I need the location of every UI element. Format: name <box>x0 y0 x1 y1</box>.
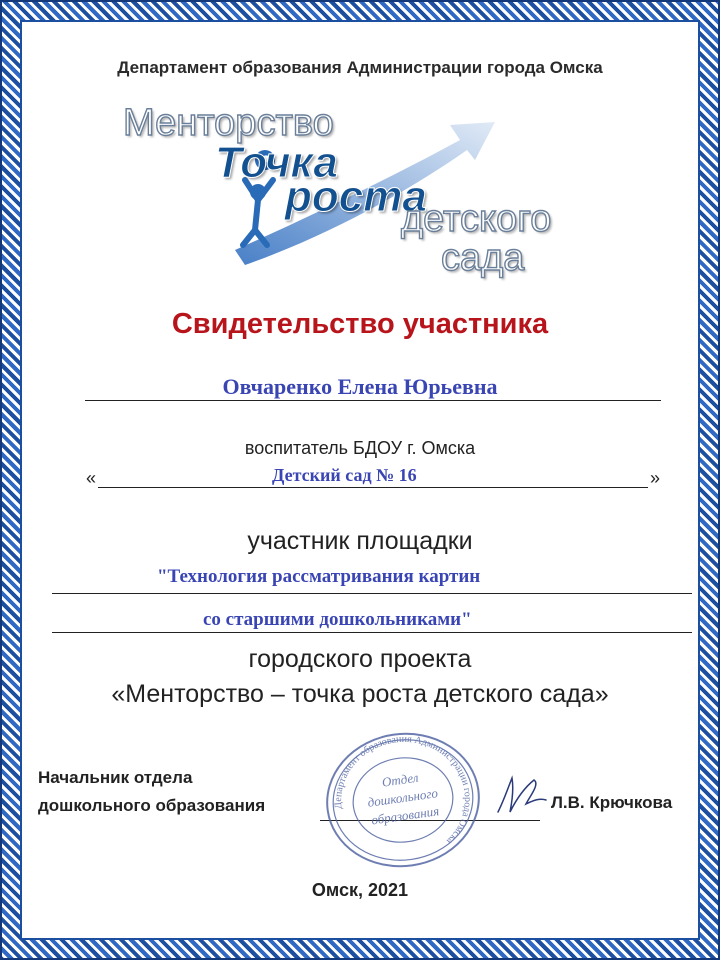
logo-text-mentorship: Менторство <box>123 102 334 144</box>
platform-line2: со старшими дошкольниками" <box>203 609 472 630</box>
signer-title-line2: дошкольного образования <box>38 796 266 815</box>
platform-underline-2 <box>52 632 692 633</box>
stamp-center-line2: дошкольного <box>366 785 439 810</box>
project-name: «Менторство – точка роста детского сада» <box>111 680 609 708</box>
logo-text-kindergarten: сада <box>441 237 525 279</box>
logo-text-point: Точка <box>215 138 338 187</box>
signer-title <box>38 764 265 820</box>
project-logo <box>115 100 585 280</box>
logo-text-growth: роста <box>285 172 427 221</box>
stamp-center-line1: Отдел <box>380 769 420 790</box>
logo-text-childrens: детского <box>401 198 552 240</box>
department-heading: Департамент образования Администрации города Омска <box>117 58 603 77</box>
platform-line1: "Технология рассматривания картин <box>157 566 481 587</box>
signer-title-line1: Начальник отдела <box>38 768 193 787</box>
city-project-label: городского проекта <box>248 645 472 673</box>
stamp-center-line3: образования <box>370 803 441 828</box>
kindergarten-name: Детский сад № 16 <box>272 465 417 485</box>
stamp-ring-text: Департамент образования Администрации города Омска <box>332 733 473 847</box>
participant-label: участник площадки <box>247 527 473 555</box>
kindergarten-close-quote: » <box>650 468 661 488</box>
kindergarten-underline <box>98 487 648 488</box>
participant-name: Овчаренко Елена Юрьевна <box>222 374 498 399</box>
platform-underline-1 <box>52 593 692 594</box>
official-stamp <box>318 730 488 870</box>
place-and-year: Омск, 2021 <box>311 880 409 900</box>
participant-position: воспитатель БДОУ г. Омска <box>244 438 476 458</box>
kindergarten-open-quote: « <box>86 468 97 488</box>
handwritten-signature <box>490 770 550 820</box>
signer-name: Л.В. Крючкова <box>551 793 673 812</box>
certificate-title: Свидетельство участника <box>171 308 549 340</box>
name-underline <box>85 400 661 401</box>
